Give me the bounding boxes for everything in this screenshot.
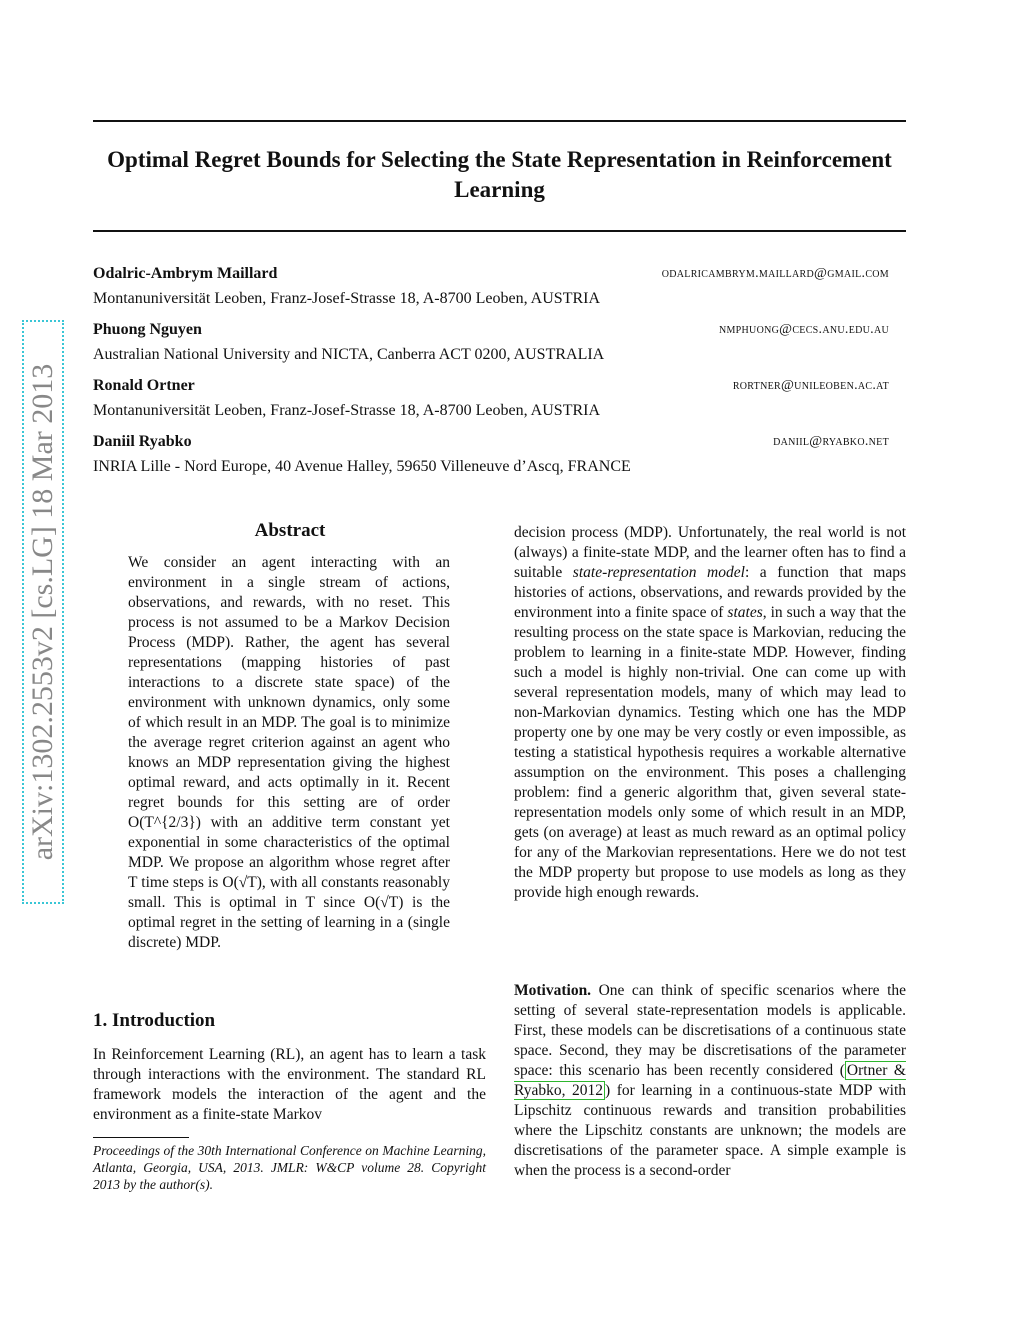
arxiv-id[interactable]: arXiv:1302.2553v2 [cs.LG] 18 Mar 2013	[22, 320, 64, 904]
author-email[interactable]: rortner@unileoben.ac.at	[732, 378, 889, 393]
abstract-heading: Abstract	[254, 520, 326, 541]
section-heading: 1. Introduction	[93, 1010, 216, 1031]
arxiv-stamp	[22, 320, 64, 904]
author-name: Daniil Ryabko	[93, 433, 192, 450]
paragraph-text: , in such a way that the resulting process on the state space is Markovian, reducing the problem to learning in a finite-state MDP. However, finding such a model is highly non-trivial. One can come up with several representation models, many of which may lead to non-Markovian dynamics. Testing which one has the MDP property one by one may be very costly or even impossible, as testing a statistical hypothesis requires a workable alternative assumption on the environment. This poses a challenging problem: find a generic algorithm that, given several state-representation models only some of which result in an MDP, gets (on average) at least as much reward as an optimal policy for any of the Markovian representations. Here we do not test the MDP property but propose to use models as long as they provide high enough rewards.	[514, 604, 906, 901]
right-paragraph	[514, 523, 906, 903]
author-affiliation: INRIA Lille - Nord Europe, 40 Avenue Halley, 59650 Villeneuve d’Ascq, FRANCE	[93, 458, 631, 475]
footnote: Proceedings of the 30th International Conference on Machine Learning, Atlanta, Georgia, USA, 2013. JMLR: W&CP volume 28. Copyright 2013 by the author(s).	[93, 1143, 486, 1192]
author-affiliation: Montanuniversität Leoben, Franz-Josef-Strasse 18, A-8700 Leoben, AUSTRIA	[93, 402, 601, 419]
author-name: Phuong Nguyen	[93, 321, 202, 338]
author-email[interactable]: odalricambrym.maillard@gmail.com	[661, 266, 889, 281]
abstract-text: We consider an agent interacting with an environment in a single stream of actions, observations, and rewards, with no reset. This process is not assumed to be a Markov Decision Process (MDP). Rather, the agent has several representations (mapping histories of past interactions to a discrete state space) of the environment with unknown dynamics, only some of which result in an MDP. The goal is to minimize the average regret criterion against an agent who knows an MDP representation giving the highest optimal reward, and acts optimally in it. Recent regret bounds for this setting are of order O(T^{2/3}) with an additive term constant yet exponential in some characteristics of the optimal MDP. We propose an algorithm whose regret after T time steps is O(√T), with all constants reasonably small. This is optimal in T since O(√T) is the optimal regret in the setting of learning in a (single discrete) MDP.	[128, 554, 450, 951]
author-affiliation: Australian National University and NICTA, Canberra ACT 0200, AUSTRALIA	[93, 346, 605, 363]
paragraph-text: One can think of specific scenarios where the setting of several state-representation models is applicable. First, these models can be discretisations of a continuous state space. Second, they may be discretisations of the parameter space: this scenario has been recently considered (	[514, 982, 907, 1079]
paragraph-text: ) for learning in a continuous-state MDP with Lipschitz continuous rewards and transition probabilities where the Lipschitz constants are unknown; the models are discretisations of the parameter space. A simple example is when the process is a second-order	[514, 1082, 906, 1179]
motivation-label: Motivation.	[514, 982, 592, 999]
author-affiliation: Montanuniversität Leoben, Franz-Josef-Strasse 18, A-8700 Leoben, AUSTRIA	[93, 290, 601, 307]
author-name: Ronald Ortner	[93, 377, 195, 394]
paragraph-text: decision process (MDP). Unfortunately, the real world is not (always) a finite-state MDP, and the learner often has to find a suitable	[514, 524, 906, 581]
title-bottom-rule	[93, 230, 906, 232]
author-block	[93, 318, 889, 368]
author-name: Odalric-Ambrym Maillard	[93, 265, 278, 282]
motivation-paragraph	[514, 981, 906, 1181]
footnote-rule	[93, 1137, 189, 1138]
author-block	[93, 374, 889, 424]
top-rule	[93, 120, 906, 122]
citation-link[interactable]: Ortner & Ryabko, 2012	[514, 1062, 906, 1099]
author-block	[93, 262, 889, 312]
paragraph-text: : a function that maps histories of actions, observations, and rewards provided by the environment into a finite space of	[514, 564, 906, 621]
emphasized-term: states	[727, 604, 763, 621]
paper-title: Optimal Regret Bounds for Selecting the State Representation in Reinforcement Learning	[107, 147, 892, 202]
emphasized-term: state-representation model	[572, 564, 745, 581]
author-email[interactable]: daniil@ryabko.net	[773, 434, 889, 449]
author-block	[93, 430, 889, 480]
author-email[interactable]: nmphuong@cecs.anu.edu.au	[718, 322, 889, 337]
intro-text: In Reinforcement Learning (RL), an agent has to learn a task through interactions with the environment. The standard RL framework models the interaction of the agent and the environment as a finite-state Markov	[93, 1046, 486, 1123]
